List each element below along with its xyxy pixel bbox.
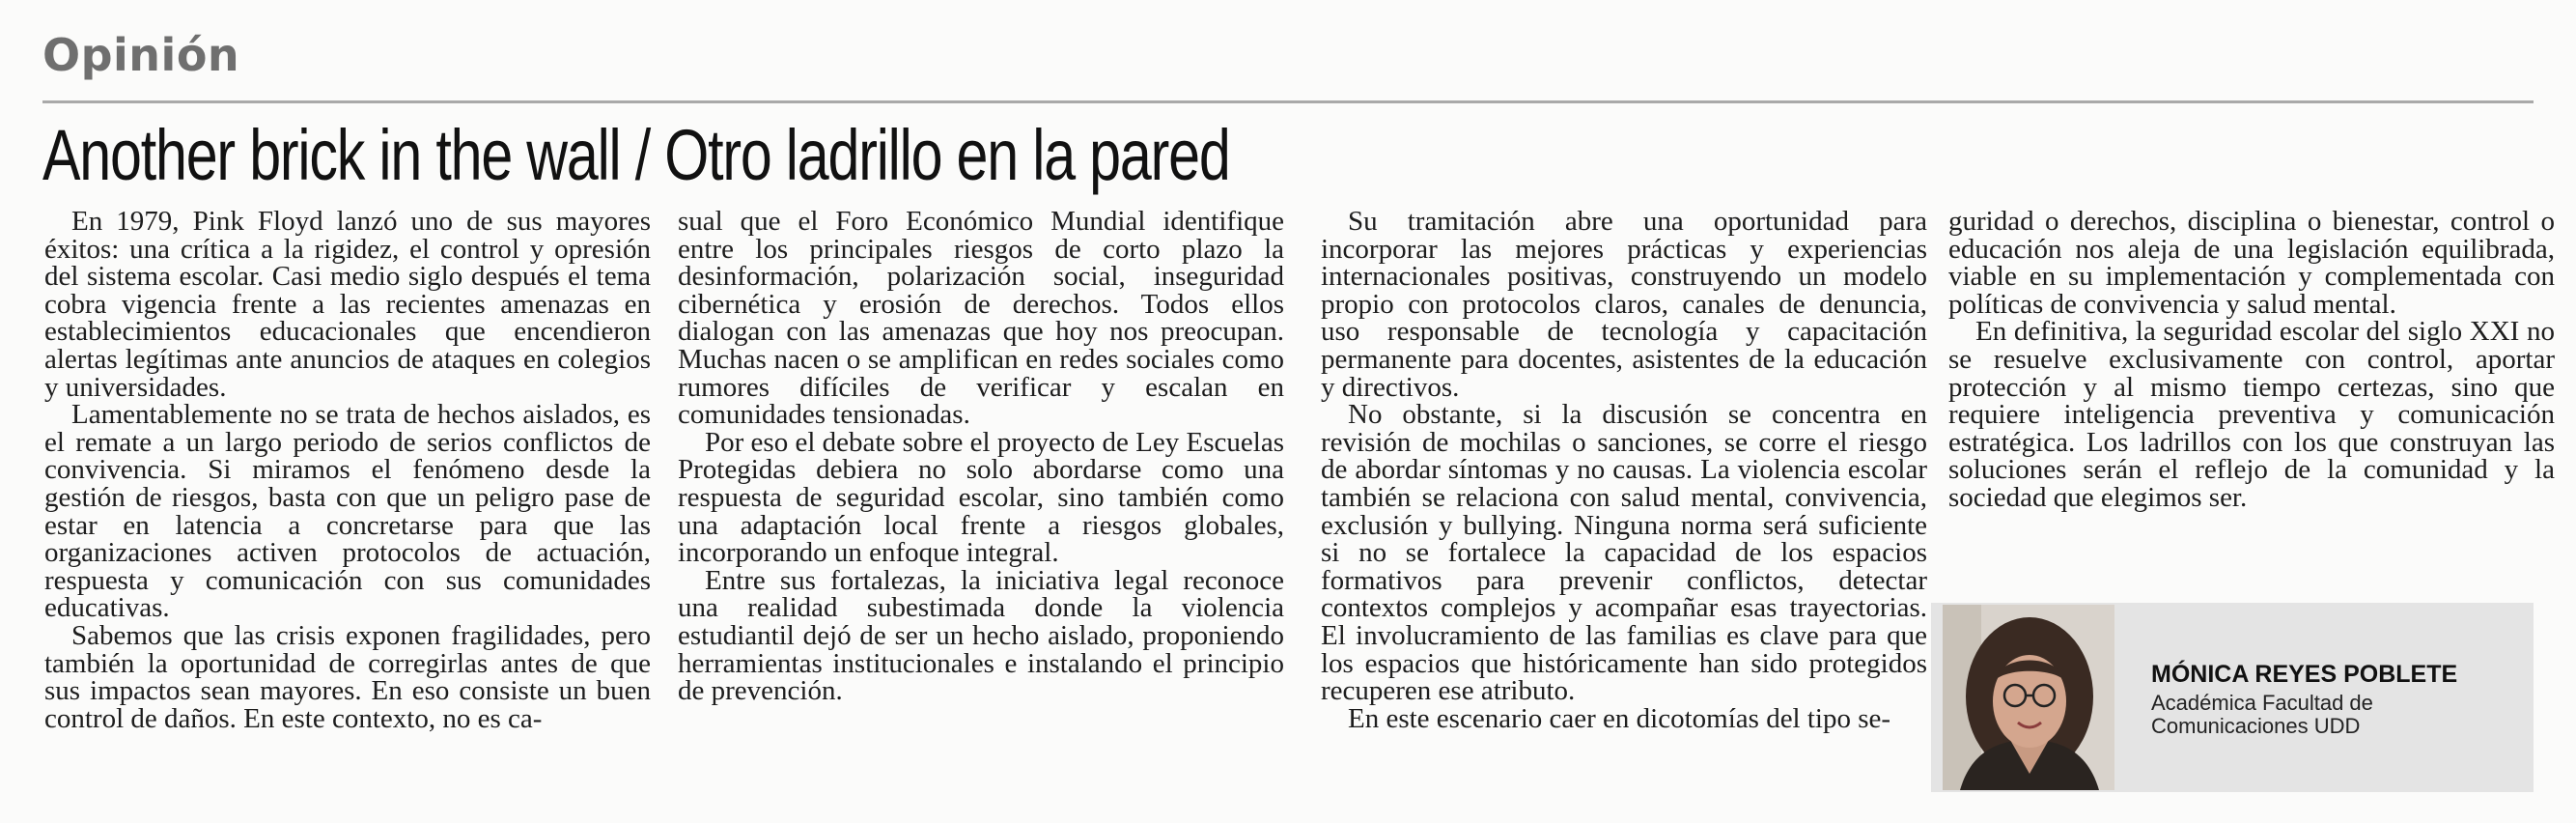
paragraph: Lamentablemente no se trata de hechos aislados, es el remate a un largo periodo de serios conflictos de convivencia. Si miramos el fenómeno desde la gestión de riesgos, basta con que un peligro pase de estar en latencia a concretarse para que las organizaciones activen protocolos de actuación, respuesta y comunicación con sus comunidades educativas. bbox=[44, 399, 651, 624]
article-column-2 bbox=[678, 208, 1284, 705]
author-role bbox=[2151, 692, 2441, 738]
article-column-1 bbox=[44, 208, 651, 732]
paragraph: Entre sus fortalezas, la iniciativa legal reconoce una realidad subestimada donde la violencia estudiantil dejó de ser un hecho aislado, proponiendo herramientas institucionales e instalando el principio de prevención. bbox=[678, 564, 1284, 707]
author-role-line: Comunicaciones UDD bbox=[2151, 714, 2361, 738]
author-name: MÓNICA REYES POBLETE bbox=[2151, 661, 2458, 688]
section-divider bbox=[42, 100, 2534, 103]
article-headline: Another brick in the wall / Otro ladrillo en la pared bbox=[42, 115, 1230, 195]
author-photo bbox=[1943, 605, 2114, 790]
paragraph: En definitiva, la seguridad escolar del siglo XXI no se resuelve exclusivamente con control, aportar protección y al mismo tiempo certezas, sino que requiere inteligencia preventiva y comunicación estratégica. Los ladrillos con los que construyan las soluciones serán el reflejo de la comunidad y la sociedad que elegimos ser. bbox=[1948, 316, 2555, 513]
paragraph: Su tramitación abre una oportunidad para incorporar las mejores prácticas y experiencias internacionales positivas, construyendo un modelo propio con protocolos claros, canales de denuncia, uso responsable de tecnología y capacitación permanente para docentes, asistentes de la educación y directivos. bbox=[1321, 206, 1927, 403]
article-column-3 bbox=[1321, 208, 1927, 732]
section-label: Opinión bbox=[42, 29, 240, 81]
paragraph: En este escenario caer en dicotomías del tipo se- bbox=[1348, 702, 1891, 734]
paragraph: guridad o derechos, disciplina o bienestar, control o educación nos aleja de una legislación equilibrada, viable en su implementación y complementada con políticas de convivencia y salud mental. bbox=[1948, 206, 2555, 320]
author-role-line: Académica Facultad de bbox=[2151, 691, 2373, 715]
paragraph: Sabemos que las crisis exponen fragilidades, pero también la oportunidad de corregirlas antes de que sus impactos sean mayores. En eso consiste un buen control de daños. En este contexto, no es ca- bbox=[44, 619, 651, 734]
paragraph: Por eso el debate sobre el proyecto de Ley Escuelas Protegidas debiera no solo abordarse como una respuesta de seguridad escolar, sino también como una adaptación local frente a riesgos globales, incorporando un enfoque integral. bbox=[678, 426, 1284, 569]
paragraph: sual que el Foro Económico Mundial identifique entre los principales riesgos de corto plazo la desinformación, polarización social, inseguridad cibernética y erosión de derechos. Todos ellos dialogan con las amenazas que hoy nos preocupan. Muchas nacen o se amplifican en redes sociales como rumores difíciles de verificar y escalan en comunidades tensionadas. bbox=[678, 206, 1284, 431]
author-portrait-image bbox=[1943, 605, 2114, 790]
paragraph: En 1979, Pink Floyd lanzó uno de sus mayores éxitos: una crítica a la rigidez, el control y opresión del sistema escolar. Casi medio siglo después el tema cobra vigencia frente a las recientes amenazas en establecimientos educacionales que encendieron alertas legítimas ante anuncios de ataques en colegios y universidades. bbox=[44, 206, 651, 403]
article-column-4 bbox=[1948, 208, 2555, 512]
paragraph: No obstante, si la discusión se concentra en revisión de mochilas o sanciones, se corre el riesgo de abordar síntomas y no causas. La violencia escolar también se relaciona con salud mental, convivencia, exclusión y bullying. Ninguna norma será suficiente si no se fortalece la capacidad de los espacios formativos para prevenir conflictos, detectar contextos complejos y acompañar esas trayectorias. El involucramiento de las familias es clave para que los espacios que históricamente han sido protegidos recuperen ese atributo. bbox=[1321, 399, 1927, 707]
